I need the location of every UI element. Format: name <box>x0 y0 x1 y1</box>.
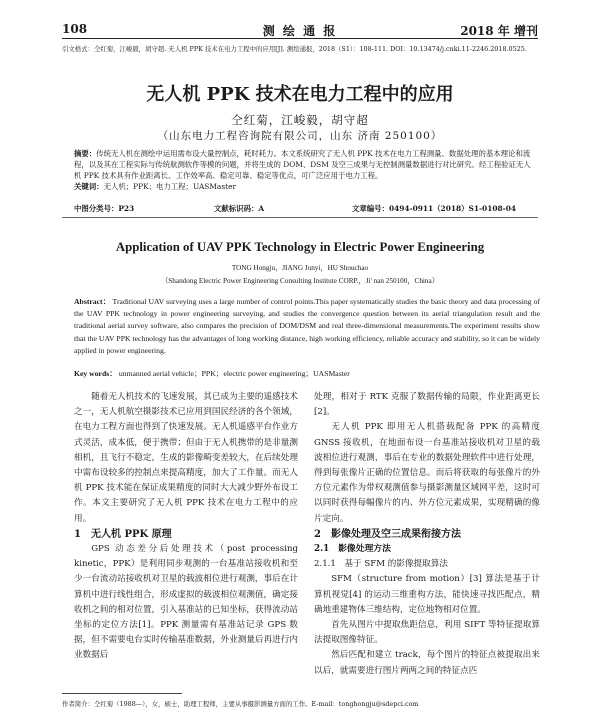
abstract-en-label: Abstract： <box>74 297 111 306</box>
section-2-heading: 2 影像处理及空三成果衔接方法 <box>314 528 461 540</box>
keywords-en-label: Key words： <box>74 369 117 378</box>
abstract-rule <box>62 217 538 218</box>
affiliation-en: （Shandong Electric Power Engineering Consulting Institute CORP.，Ji' nan 250100，China） <box>161 277 439 285</box>
journal-name: 测 绘 通 报 <box>262 24 338 38</box>
track-paragraph: 然后匹配和建立 track，每个图片的特征点被提取出来以后，就需要进行图片两两之间的特征点匹 <box>314 650 540 676</box>
abstract-cn <box>74 148 536 192</box>
section-1-heading: 1 无人机 PPK 原理 <box>74 528 172 540</box>
author-footnote: 作者简介：仝红菊（1988—），女，硕士，助理工程师，主要从事摄影测量方面的工作。E-mail：tonghongju@sdepci.com <box>62 700 419 708</box>
article-number: 文章编号：0494-0911（2018）S1-0108-04 <box>352 204 516 213</box>
continued-paragraph: 处理，相对于 RTK 克服了数据传输的局限，作业距离更长[2]。 <box>314 392 540 418</box>
abstract-en-text: Traditional UAV surveying uses a large number of control points.This paper systematically studies the basic theory and data processing of the UAV PPK technology in power engineering surveying, and studies the convergence question between its aerial triangulation result and the traditional aerial survey software, also compares the precision of DOM/DSM and real three-dimensional measurements.The experiment results show that the UAV PPK technology has the advantages of long working distance, high working efficiency, reliable accuracy and stability, so it can be widely applied in power engineering. <box>74 297 540 355</box>
section-2-1-heading: 2.1 影像处理方法 <box>314 544 391 555</box>
header-rule <box>62 38 538 39</box>
keywords-en-text: unmanned aerial vehicle；PPK；electric power engineering；UASMaster <box>118 369 350 378</box>
keywords-en <box>74 368 540 379</box>
intro-paragraph: 随着无人机技术的飞速发展，其已成为主要的遥感技术之一，无人机航空摄影技术已应用到国民经济的各个领域，在电力工程方面也得到了快速发展。无人机遥感平台作业方式灵活，成本低，便于携带；但由于无人机携带的是非量测相机，且飞行不稳定，生成的影像畸变差较大，在后续处理中需布设较多的控制点来提高精度，加大了工作量。而无人机 PPK 技术能在保证成果精度的同时大大减少野外布设工作。本文主要研究了无人机 PPK 技术在电力工程中的应用。 <box>74 392 298 524</box>
section-2-1-1-heading: 2.1.1 基于 SFM 的影像提取算法 <box>314 559 448 570</box>
body-left-column <box>74 390 298 664</box>
paper-title-en: Application of UAV PPK Technology in Electric Power Engineering <box>115 240 485 254</box>
sift-paragraph: 首先从图片中提取焦距信息，利用 SIFT 等特征提取算法提取图像特征。 <box>314 620 540 646</box>
sfm-paragraph: SFM（structure from motion）[3] 算法是基于计算机视觉[4] 的运动三维重构方法，能快速寻找匹配点，精确地重建物体三维结构，定位地物相对位置。 <box>314 574 540 615</box>
doc-code: 文献标识码：A <box>214 204 265 213</box>
abstract-cn-text: 传统无人机在测绘中运用需布设大量控制点，耗时耗力。本文系统研究了无人机 PPK 技术在电力工程测量、数据处理的基本理论和流程，以及其在工程实际与传统航测软件等模的问题，并将生成的 DOM、DSM 及空三成果与无控制测量数据进行对比研究。经工程验证无人机 PPK 技术具有作业距离长、工作效率高、稳定可靠、稳定等优点，可广泛应用于电力工程。 <box>74 149 531 180</box>
authors: 仝红菊，江峻毅，胡守超 <box>231 113 369 127</box>
paper-title: 无人机 PPK 技术在电力工程中的应用 <box>146 84 454 105</box>
keywords-cn-text: 无人机；PPK；电力工程；UASMaster <box>103 182 236 191</box>
ppk-principle-paragraph: GPS 动态差分后处理技术（post processing kinetic，PPK）是利用同步观测的一台基准站接收机和至少一台流动站接收机对卫星的载波相位进行观测，事后在计算机中进行线性组合，形成虚拟的载波相位观测值，确定接收机之间的相对位置，引入基准站的已知坐标，获得流动站坐标的定位方法[1]。PPK 测量需有基准站记录 GPS 数据，但不需要电台实时传输基准数据，外业测量后再进行内业数据后 <box>74 544 298 661</box>
issue-label: 2018 年 增刊 <box>460 24 538 38</box>
authors-en: TONG Hongju，JIANG Junyi，HU Shouchao <box>231 264 369 272</box>
abstract-en <box>74 296 540 357</box>
page-number: 108 <box>62 22 88 36</box>
abstract-cn-label: 摘要： <box>74 149 97 158</box>
keywords-cn-label: 关键词： <box>74 182 104 191</box>
affiliation: （山东电力工程咨询院有限公司，山东 济南 250100） <box>157 130 443 142</box>
citation-format: 引文格式：仝红菊，江峻毅，胡守超. 无人机 PPK 技术在电力工程中的应用[J]. 测绘通报，2018（S1）：108-111. DOI：10.13474/j.cnki.11-2246.2018.0525. <box>62 45 527 53</box>
body-right-column <box>314 390 540 679</box>
clc-number: 中图分类号：P23 <box>74 204 135 213</box>
uav-ppk-paragraph: 无人机 PPK 即用无人机搭载配备 PPK 的高精度 GNSS 接收机，在地面布设一台基准站接收机对卫星的载波相位进行观测，事后在专业的数据处理软件中进行处理，得到每张像片正确的位置信息。而后将获取的每张像片的外方位元素作为带权观测值参与摄影测量区域网平差，这时可以同时获得每幅像片的内、外方位元素成果，实现精确的像片定向。 <box>314 422 540 524</box>
footnote-rule <box>62 693 182 694</box>
